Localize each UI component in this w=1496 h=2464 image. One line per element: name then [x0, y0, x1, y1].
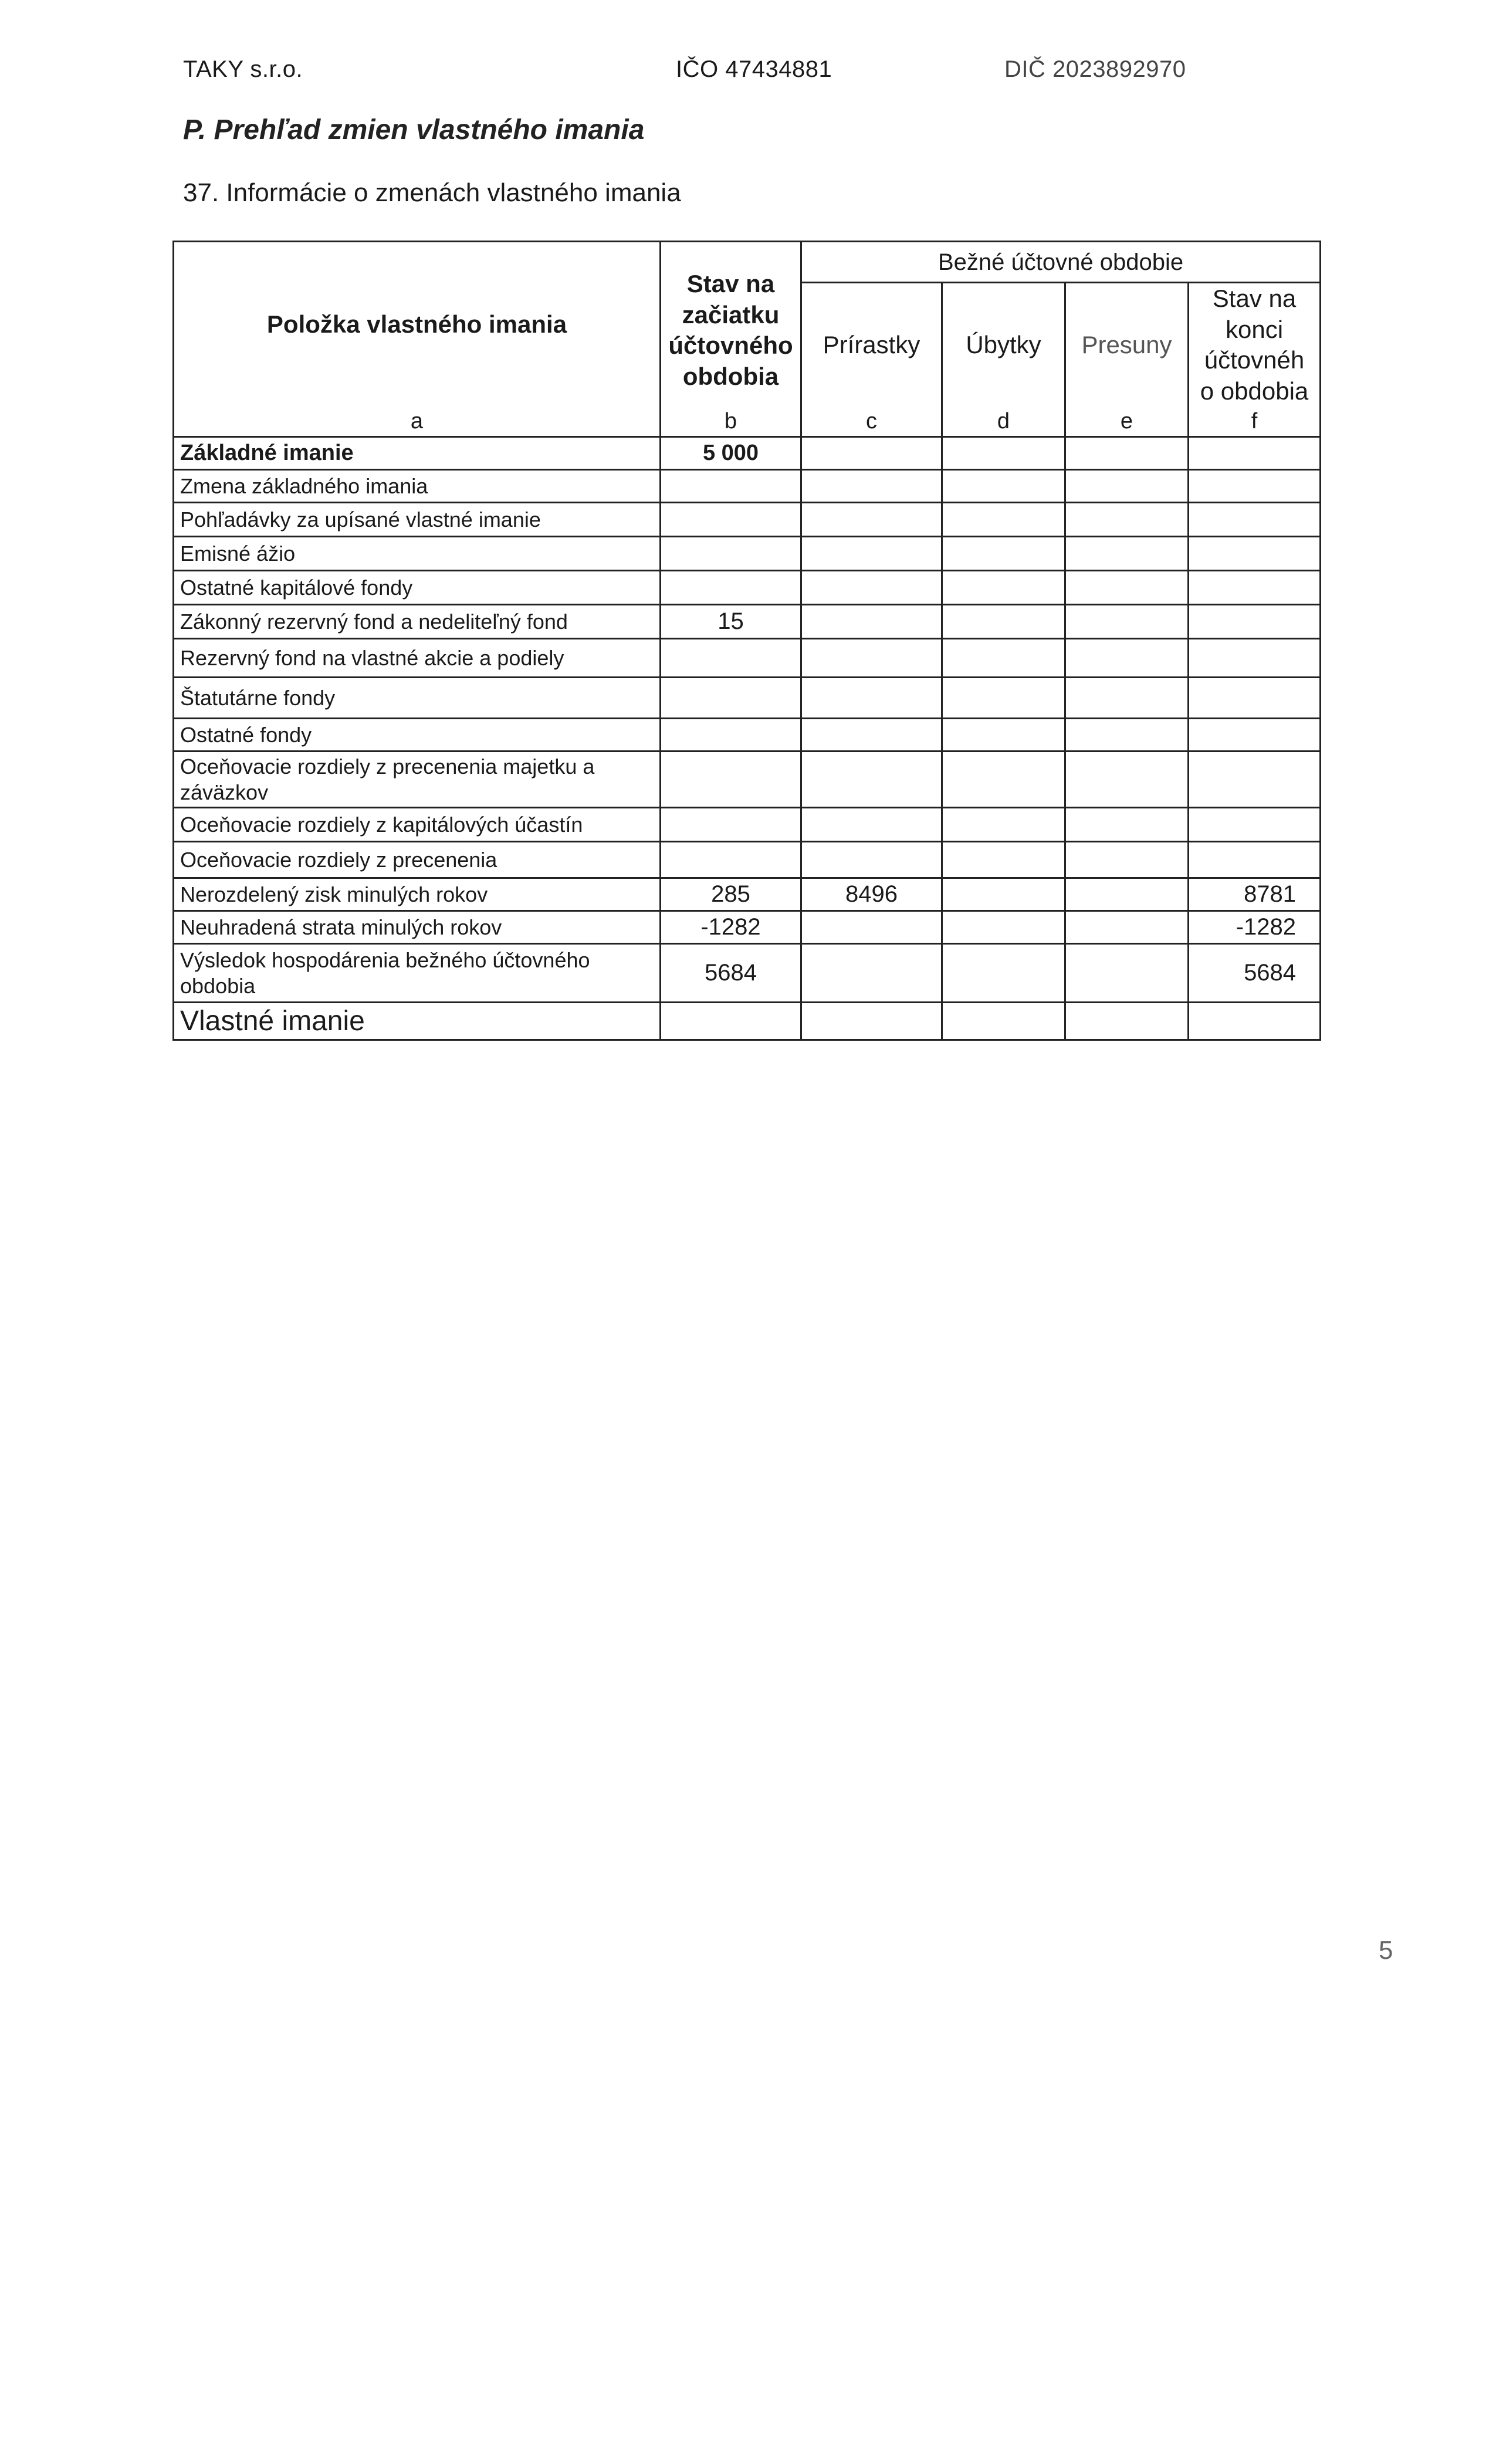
- table-row: [174, 639, 1321, 678]
- row-label: Štatutárne fondy: [174, 678, 661, 719]
- col-letter: c: [801, 407, 942, 437]
- cell-transfers: [1065, 678, 1189, 719]
- table-row: [174, 911, 1321, 944]
- cell-decreases: [942, 719, 1065, 752]
- cell-additions: [801, 571, 942, 605]
- cell-additions: [801, 808, 942, 842]
- cell-decreases: [942, 470, 1065, 503]
- table-row: [174, 944, 1321, 1003]
- table-row: [174, 808, 1321, 842]
- row-label: Ostatné kapitálové fondy: [174, 571, 661, 605]
- cell-end: [1189, 437, 1321, 470]
- cell-end: 5684: [1189, 944, 1321, 1003]
- subsection-title: 37. Informácie o zmenách vlastného imania: [183, 178, 681, 207]
- company-name: TAKY s.r.o.: [183, 56, 303, 82]
- company-ico: IČO 47434881: [676, 56, 832, 82]
- equity-changes-table: [172, 241, 1321, 1041]
- table-row: [174, 470, 1321, 503]
- row-label: Oceňovacie rozdiely z precenenia majetku a záväzkov: [174, 752, 661, 808]
- cell-start: 5684: [661, 944, 801, 1003]
- total-end: [1189, 1003, 1321, 1040]
- cell-decreases: [942, 537, 1065, 571]
- row-label: Oceňovacie rozdiely z precenenia: [174, 842, 661, 878]
- cell-end: [1189, 537, 1321, 571]
- cell-additions: [801, 752, 942, 808]
- cell-end: [1189, 808, 1321, 842]
- row-label: Rezervný fond na vlastné akcie a podiely: [174, 639, 661, 678]
- row-label: Výsledok hospodárenia bežného účtovného obdobia: [174, 944, 661, 1003]
- cell-transfers: [1065, 437, 1189, 470]
- row-label: Základné imanie: [174, 437, 661, 470]
- table-row: [174, 537, 1321, 571]
- cell-start: -1282: [661, 911, 801, 944]
- cell-end: 8781: [1189, 878, 1321, 911]
- cell-start: [661, 719, 801, 752]
- cell-additions: [801, 719, 942, 752]
- cell-end: [1189, 470, 1321, 503]
- table-row: [174, 437, 1321, 470]
- cell-start: 285: [661, 878, 801, 911]
- header-current-period: Bežné účtovné obdobie: [801, 242, 1321, 283]
- total-start: [661, 1003, 801, 1040]
- cell-transfers: [1065, 944, 1189, 1003]
- cell-start: 15: [661, 605, 801, 639]
- cell-additions: 8496: [801, 878, 942, 911]
- cell-decreases: [942, 437, 1065, 470]
- table-row: [174, 719, 1321, 752]
- cell-additions: [801, 678, 942, 719]
- table-row: [174, 842, 1321, 878]
- cell-additions: [801, 503, 942, 537]
- page-number: 5: [1379, 1936, 1393, 1965]
- col-letter: d: [942, 407, 1065, 437]
- cell-decreases: [942, 678, 1065, 719]
- table-row: [174, 605, 1321, 639]
- cell-additions: [801, 437, 942, 470]
- total-additions: [801, 1003, 942, 1040]
- total-row: [174, 1003, 1321, 1040]
- col-letter: f: [1189, 407, 1321, 437]
- cell-additions: [801, 944, 942, 1003]
- total-decreases: [942, 1003, 1065, 1040]
- row-label: Emisné ážio: [174, 537, 661, 571]
- cell-decreases: [942, 639, 1065, 678]
- cell-transfers: [1065, 639, 1189, 678]
- row-label: Zmena základného imania: [174, 470, 661, 503]
- row-label: Ostatné fondy: [174, 719, 661, 752]
- cell-additions: [801, 537, 942, 571]
- cell-end: -1282: [1189, 911, 1321, 944]
- cell-decreases: [942, 842, 1065, 878]
- cell-decreases: [942, 503, 1065, 537]
- cell-additions: [801, 470, 942, 503]
- cell-end: [1189, 752, 1321, 808]
- col-letter: b: [661, 407, 801, 437]
- header-decreases: Úbytky: [942, 283, 1065, 407]
- cell-start: [661, 678, 801, 719]
- table-row: [174, 752, 1321, 808]
- cell-additions: [801, 639, 942, 678]
- cell-decreases: [942, 911, 1065, 944]
- row-label: Pohľadávky za upísané vlastné imanie: [174, 503, 661, 537]
- cell-start: [661, 842, 801, 878]
- cell-transfers: [1065, 719, 1189, 752]
- total-transfers: [1065, 1003, 1189, 1040]
- cell-end: [1189, 842, 1321, 878]
- table-row: [174, 503, 1321, 537]
- cell-decreases: [942, 808, 1065, 842]
- cell-transfers: [1065, 537, 1189, 571]
- cell-transfers: [1065, 878, 1189, 911]
- cell-start: [661, 537, 801, 571]
- cell-start: [661, 752, 801, 808]
- cell-transfers: [1065, 752, 1189, 808]
- table-row: [174, 571, 1321, 605]
- row-label: Nerozdelený zisk minulých rokov: [174, 878, 661, 911]
- cell-transfers: [1065, 470, 1189, 503]
- cell-start: [661, 639, 801, 678]
- total-label: Vlastné imanie: [174, 1003, 661, 1040]
- cell-decreases: [942, 752, 1065, 808]
- cell-decreases: [942, 944, 1065, 1003]
- cell-transfers: [1065, 842, 1189, 878]
- cell-decreases: [942, 878, 1065, 911]
- cell-start: [661, 571, 801, 605]
- cell-transfers: [1065, 808, 1189, 842]
- cell-additions: [801, 911, 942, 944]
- row-label: Oceňovacie rozdiely z kapitálových účastín: [174, 808, 661, 842]
- cell-start: [661, 808, 801, 842]
- header-start: Stav na začiatku účtovného obdobia: [661, 242, 801, 407]
- cell-additions: [801, 842, 942, 878]
- cell-end: [1189, 605, 1321, 639]
- table-row: [174, 678, 1321, 719]
- cell-transfers: [1065, 503, 1189, 537]
- cell-end: [1189, 503, 1321, 537]
- cell-end: [1189, 719, 1321, 752]
- cell-decreases: [942, 605, 1065, 639]
- row-label: Zákonný rezervný fond a nedeliteľný fond: [174, 605, 661, 639]
- cell-transfers: [1065, 911, 1189, 944]
- table-body: [174, 437, 1321, 1040]
- header-transfers: Presuny: [1065, 283, 1189, 407]
- col-letter: a: [174, 407, 661, 437]
- cell-start: [661, 470, 801, 503]
- header-end: Stav na konci účtovnéh o obdobia: [1189, 283, 1321, 407]
- col-letter: e: [1065, 407, 1189, 437]
- cell-end: [1189, 571, 1321, 605]
- row-label: Neuhradená strata minulých rokov: [174, 911, 661, 944]
- section-title: P. Prehľad zmien vlastného imania: [183, 114, 645, 145]
- table-row: [174, 878, 1321, 911]
- cell-start: [661, 503, 801, 537]
- cell-transfers: [1065, 571, 1189, 605]
- cell-decreases: [942, 571, 1065, 605]
- cell-end: [1189, 639, 1321, 678]
- cell-transfers: [1065, 605, 1189, 639]
- header-item: Položka vlastného imania: [174, 242, 661, 407]
- company-dic: DIČ 2023892970: [1004, 56, 1186, 82]
- cell-end: [1189, 678, 1321, 719]
- header-additions: Prírastky: [801, 283, 942, 407]
- cell-start: 5 000: [661, 437, 801, 470]
- cell-additions: [801, 605, 942, 639]
